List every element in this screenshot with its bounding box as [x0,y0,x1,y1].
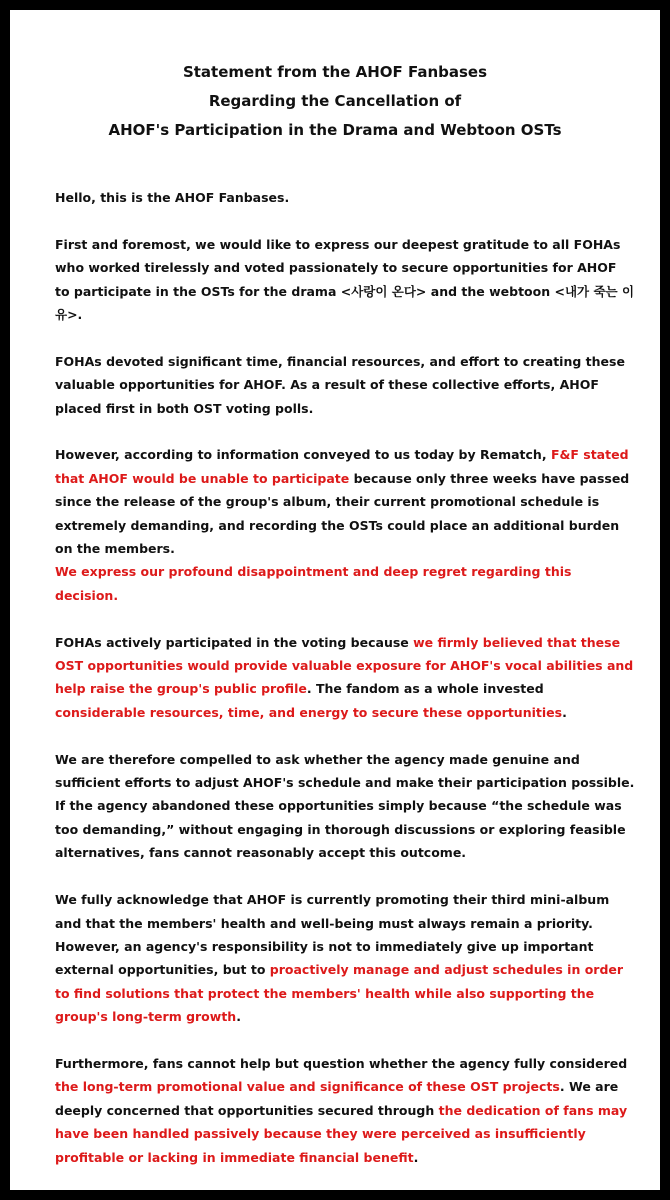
voting-end-text: . [562,704,567,720]
greeting-paragraph: Hello, this is the AHOF Fanbases. [55,190,290,205]
acknowledgement-paragraph [55,888,635,1028]
concern-end-text: . [413,1149,419,1165]
efforts-paragraph: FOHAs devoted significant time, financial resources, and effort to creating these valuable opportunities for AHOF. As a result of these collective efforts, AHOF placed first in both OST voting polls. [55,353,625,416]
voting-belief-highlight: we firmly believed that these OST opportunities would provide valuable exposure for AHOF's vocal abilities and help raise the group's public profile [55,634,634,697]
voting-investment-highlight: considerable resources, time, and energy to secure these opportunities [55,704,563,720]
regret-highlight: We express our profound disappointment and deep regret regarding this decision. [55,564,572,603]
cancellation-reason-text: because only three weeks have passed since the release of the group's album, their current promotional schedule is extremely demanding, and recording the OSTs could place an additional burden on the members. [55,470,630,557]
gratitude-paragraph: First and foremost, we would like to express our deepest gratitude to all FOHAs who worked tirelessly and voted passionately to secure opportunities for AHOF to participate in the OSTs for the drama <사랑이 온다> and the webtoon <내가 죽는 이유>. [55,236,635,323]
title-line-2: Regarding the Cancellation of [208,92,462,110]
voting-text: FOHAs actively participated in the voting because [55,634,414,650]
voting-paragraph [55,631,635,725]
concern-value-highlight: the long-term promotional value and significance of these OST projects [55,1079,560,1095]
agency-abandon-text: If the agency abandoned these opportunities simply because “the schedule was too demanding,” without engaging in thorough discussions or exploring feasible alternatives, fans cannot reasonably accept this outcome. [55,798,626,861]
cancellation-text: However, according to information conveyed to us today by Rematch, [55,447,551,463]
statement-page [10,10,660,1190]
concern-paragraph [55,1052,635,1169]
acknowledgement-text: We fully acknowledge that AHOF is currently promoting their third mini-album and that the members' health and well-being must always remain a priority. However, an agency's responsibility is not to immediately give up important external opportunities, but to [55,892,610,978]
title-line-1: Statement from the AHOF Fanbases [182,63,488,81]
title-line-3: AHOF's Participation in the Drama and Webtoon OSTs [108,121,562,139]
voting-middle-text: . The fandom as a whole invested [306,681,544,697]
statement-title [10,58,660,145]
concern-dedication-highlight: the dedication of fans may have been handled passively because they were perceived as insufficiently profitable or lacking in immediate financial benefit [55,1102,628,1165]
agency-question-text: We are therefore compelled to ask whether the agency made genuine and sufficient efforts to adjust AHOF's schedule and make their participation possible. [55,751,635,791]
agency-question-paragraph [55,748,635,865]
concern-middle-text: . We are deeply concerned that opportunities secured through [55,1079,619,1118]
acknowledgement-end-text: . [236,1009,241,1025]
cancellation-highlight: F&F stated that AHOF would be unable to participate [55,447,629,486]
acknowledgement-highlight: proactively manage and adjust schedules in order to find solutions that protect the members' health while also supporting the group's long-term growth [55,962,624,1025]
concern-text: Furthermore, fans cannot help but question whether the agency fully considered [55,1055,628,1071]
statement-body [55,186,635,1190]
cancellation-paragraph [55,443,635,607]
